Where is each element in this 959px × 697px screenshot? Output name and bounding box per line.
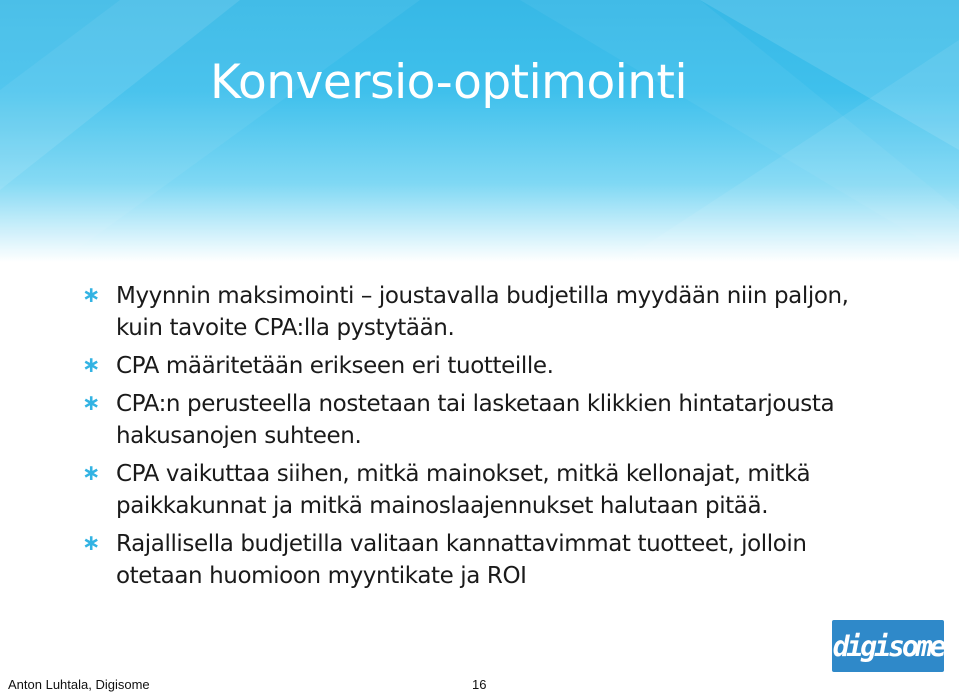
bullet-item	[82, 458, 882, 522]
asterisk-bullet-icon: ∗	[82, 353, 101, 378]
bullet-text: CPA:n perusteella nostetaan tai lasketaan klikkien hintatarjousta hakusanojen suhteen.	[116, 391, 835, 449]
slide-title: Konversio-optimointi	[210, 55, 688, 110]
asterisk-bullet-icon: ∗	[82, 531, 101, 556]
bullet-text: Rajallisella budjetilla valitaan kannattavimmat tuotteet, jolloin otetaan huomioon myyntikate ja ROI	[116, 531, 807, 589]
bullet-text: CPA määritetään erikseen eri tuotteille.	[116, 353, 554, 379]
asterisk-bullet-icon: ∗	[82, 391, 101, 416]
page-number: 16	[472, 677, 487, 692]
digisome-logo	[832, 620, 944, 672]
logo-text: digisome	[832, 629, 944, 663]
asterisk-bullet-icon: ∗	[82, 283, 101, 308]
bullet-text: CPA vaikuttaa siihen, mitkä mainokset, mitkä kellonajat, mitkä paikkakunnat ja mitkä mainoslaajennukset halutaan pitää.	[116, 461, 811, 519]
bullet-item	[82, 280, 882, 344]
bullet-item	[82, 350, 882, 382]
title-banner	[0, 0, 959, 262]
asterisk-bullet-icon: ∗	[82, 461, 101, 486]
bullet-item	[82, 388, 882, 452]
bullet-item	[82, 528, 882, 592]
footer-author: Anton Luhtala, Digisome	[8, 677, 150, 692]
banner-decoration	[0, 0, 959, 262]
bullet-list	[82, 280, 882, 598]
bullet-text: Myynnin maksimointi – joustavalla budjetilla myydään niin paljon, kuin tavoite CPA:lla pystytään.	[116, 283, 849, 341]
